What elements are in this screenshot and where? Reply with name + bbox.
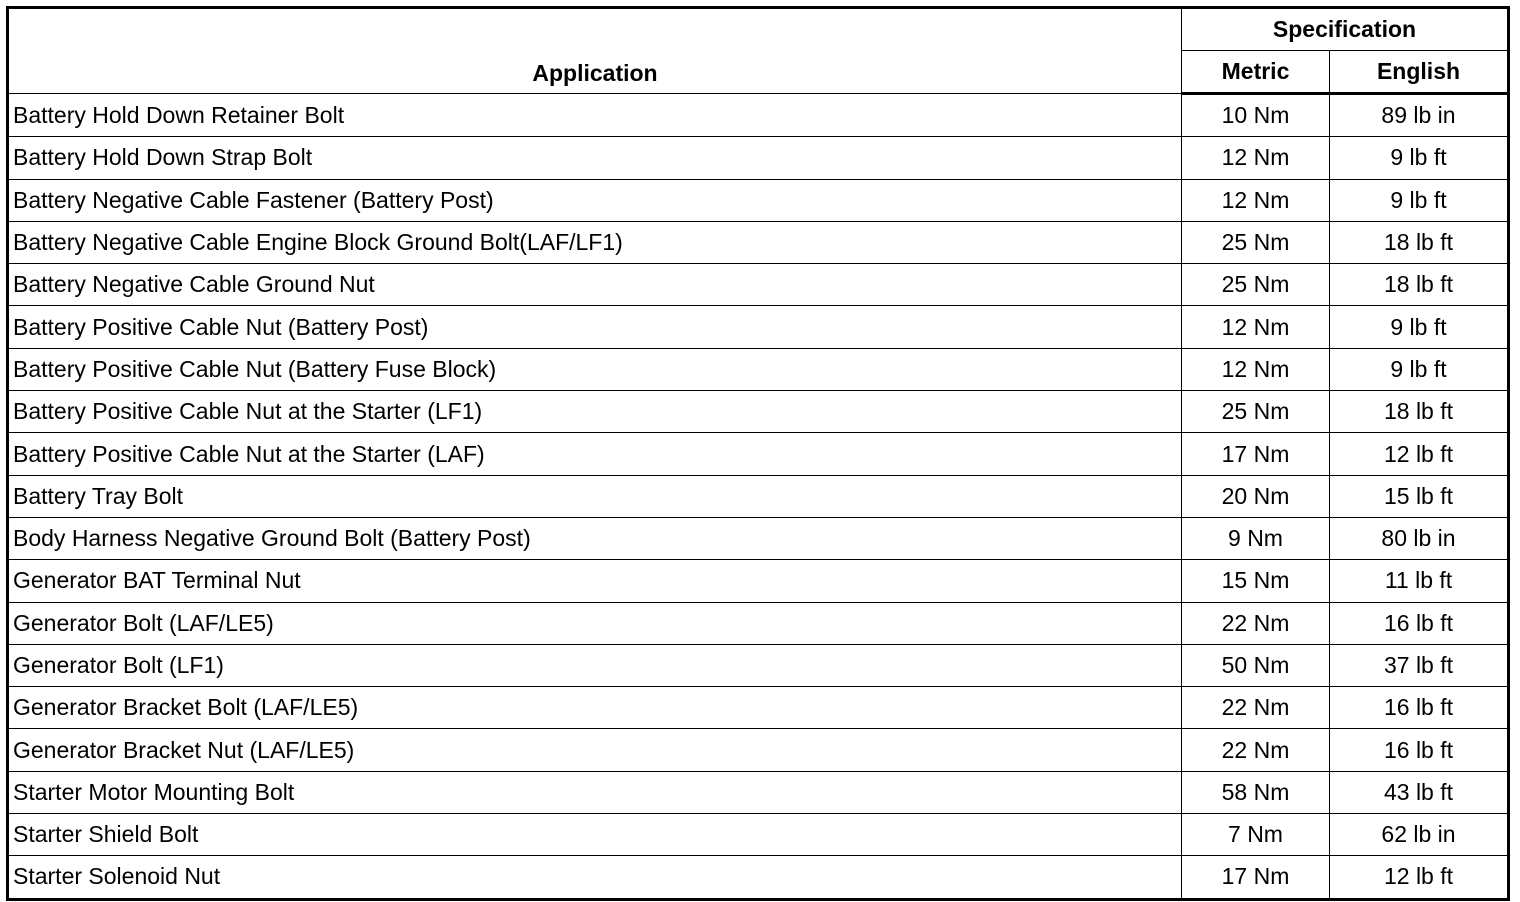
- english-cell: 9 lb ft: [1330, 306, 1509, 348]
- metric-cell: 58 Nm: [1182, 771, 1330, 813]
- english-cell: 62 lb in: [1330, 814, 1509, 856]
- metric-cell: 50 Nm: [1182, 644, 1330, 686]
- table-body: [8, 94, 1509, 900]
- table-row: [8, 729, 1509, 771]
- english-cell: 18 lb ft: [1330, 391, 1509, 433]
- application-cell: Generator Bolt (LF1): [8, 644, 1182, 686]
- table-row: [8, 856, 1509, 899]
- application-cell: Generator Bolt (LAF/LE5): [8, 602, 1182, 644]
- english-cell: 9 lb ft: [1330, 348, 1509, 390]
- metric-cell: 7 Nm: [1182, 814, 1330, 856]
- application-cell: Battery Positive Cable Nut (Battery Fuse Block): [8, 348, 1182, 390]
- english-cell: 12 lb ft: [1330, 856, 1509, 899]
- table-row: [8, 771, 1509, 813]
- table-row: [8, 644, 1509, 686]
- english-header: English: [1330, 51, 1509, 94]
- english-cell: 16 lb ft: [1330, 729, 1509, 771]
- table-row: [8, 264, 1509, 306]
- table-row: [8, 560, 1509, 602]
- table-row: [8, 475, 1509, 517]
- english-cell: 18 lb ft: [1330, 221, 1509, 263]
- metric-cell: 22 Nm: [1182, 729, 1330, 771]
- fastener-spec-table: [6, 6, 1510, 901]
- table-row: [8, 348, 1509, 390]
- application-cell: Body Harness Negative Ground Bolt (Battery Post): [8, 517, 1182, 559]
- table-row: [8, 391, 1509, 433]
- application-cell: Starter Shield Bolt: [8, 814, 1182, 856]
- table-header: [8, 8, 1509, 94]
- application-cell: Generator Bracket Bolt (LAF/LE5): [8, 687, 1182, 729]
- application-cell: Battery Negative Cable Ground Nut: [8, 264, 1182, 306]
- application-cell: Battery Hold Down Strap Bolt: [8, 137, 1182, 179]
- table-row: [8, 179, 1509, 221]
- metric-cell: 12 Nm: [1182, 306, 1330, 348]
- english-cell: 43 lb ft: [1330, 771, 1509, 813]
- table-row: [8, 94, 1509, 137]
- english-cell: 12 lb ft: [1330, 433, 1509, 475]
- application-cell: Battery Positive Cable Nut (Battery Post): [8, 306, 1182, 348]
- application-cell: Battery Negative Cable Fastener (Battery Post): [8, 179, 1182, 221]
- metric-cell: 17 Nm: [1182, 433, 1330, 475]
- table-row: [8, 433, 1509, 475]
- english-cell: 9 lb ft: [1330, 137, 1509, 179]
- metric-cell: 12 Nm: [1182, 137, 1330, 179]
- table-row: [8, 221, 1509, 263]
- metric-cell: 9 Nm: [1182, 517, 1330, 559]
- application-cell: Battery Tray Bolt: [8, 475, 1182, 517]
- application-cell: Battery Negative Cable Engine Block Ground Bolt(LAF/LF1): [8, 221, 1182, 263]
- table-row: [8, 306, 1509, 348]
- metric-cell: 15 Nm: [1182, 560, 1330, 602]
- table-row: [8, 137, 1509, 179]
- metric-cell: 12 Nm: [1182, 179, 1330, 221]
- metric-cell: 20 Nm: [1182, 475, 1330, 517]
- metric-cell: 22 Nm: [1182, 602, 1330, 644]
- application-cell: Generator Bracket Nut (LAF/LE5): [8, 729, 1182, 771]
- metric-cell: 25 Nm: [1182, 264, 1330, 306]
- metric-header: Metric: [1182, 51, 1330, 94]
- metric-cell: 25 Nm: [1182, 221, 1330, 263]
- english-cell: 9 lb ft: [1330, 179, 1509, 221]
- table-row: [8, 602, 1509, 644]
- english-cell: 15 lb ft: [1330, 475, 1509, 517]
- table-row: [8, 517, 1509, 559]
- metric-cell: 22 Nm: [1182, 687, 1330, 729]
- english-cell: 11 lb ft: [1330, 560, 1509, 602]
- english-cell: 80 lb in: [1330, 517, 1509, 559]
- metric-cell: 17 Nm: [1182, 856, 1330, 899]
- application-cell: Battery Hold Down Retainer Bolt: [8, 94, 1182, 137]
- application-cell: Battery Positive Cable Nut at the Starter (LAF): [8, 433, 1182, 475]
- english-cell: 37 lb ft: [1330, 644, 1509, 686]
- metric-cell: 25 Nm: [1182, 391, 1330, 433]
- application-cell: Generator BAT Terminal Nut: [8, 560, 1182, 602]
- english-cell: 16 lb ft: [1330, 687, 1509, 729]
- metric-cell: 12 Nm: [1182, 348, 1330, 390]
- application-header: Application: [8, 8, 1182, 94]
- application-cell: Starter Motor Mounting Bolt: [8, 771, 1182, 813]
- english-cell: 16 lb ft: [1330, 602, 1509, 644]
- application-cell: Battery Positive Cable Nut at the Starter (LF1): [8, 391, 1182, 433]
- table-row: [8, 814, 1509, 856]
- specification-header: Specification: [1182, 8, 1509, 51]
- english-cell: 89 lb in: [1330, 94, 1509, 137]
- metric-cell: 10 Nm: [1182, 94, 1330, 137]
- application-cell: Starter Solenoid Nut: [8, 856, 1182, 899]
- table-row: [8, 687, 1509, 729]
- english-cell: 18 lb ft: [1330, 264, 1509, 306]
